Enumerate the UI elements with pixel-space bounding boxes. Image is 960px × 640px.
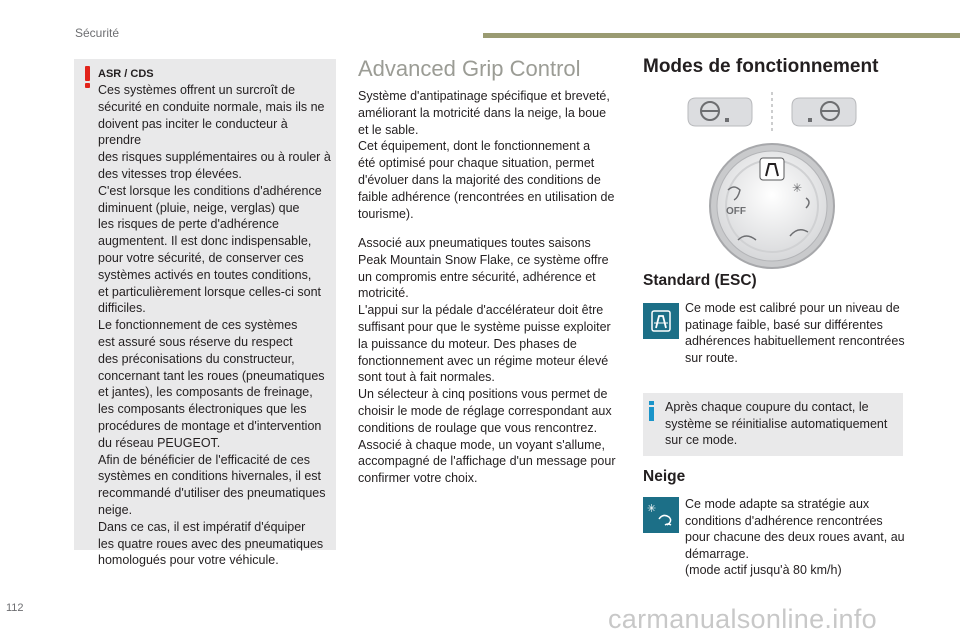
section-title: Sécurité — [75, 26, 120, 40]
selector-dial-icon — [710, 144, 834, 268]
grip-paragraph-2: Associé aux pneumatiques toutes saisons Peak Mountain Snow Flake, ce système offre un compromis entre sécurité, adhérence et motricité. L'appui sur la pédale d'accélérateur doit être suffisant pour que le système puisse exploiter la puissance du moteur. Des phases de fonctionnement avec un régime moteur élevé sont tout à fait normales. Un sélecteur à cinq positions vous permet de choisir le mode de réglage correspondant aux conditions de roulage que vous rencontrez. Associé à chaque mode, un voyant s'allume, accompagné de l'affichage d'un message pour confirmer votre choix. — [358, 236, 616, 486]
section-heading-modes: Modes de fonctionnement — [643, 56, 879, 77]
header-bar — [483, 33, 960, 38]
info-icon — [649, 401, 654, 421]
warning-lamp-right-icon — [792, 98, 856, 126]
grip-paragraph-1: Système d'antipatinage spécifique et breveté, améliorant la motricité dans la neige, la boue et le sable. Cet équipement, dont le fonctionnement a été optimisé pour chaque situation, permet d'évoluer dans la majorité des conditions de faible adhérence (rencontrées en utilisation de tourisme). — [358, 89, 615, 221]
warning-text: Ces systèmes offrent un surcroît de sécurité en conduite normale, mais ils ne doivent pas inciter le conducteur à prendre des risques supplémentaires ou à rouler à des vitesses trop élevées. C'est lorsque les conditions d'adhérence diminuent (pluie, neige, verglas) que les risques de perte d'adhérence augmentent. Il est donc indispensable, pour votre sécurité, de conserver ces systèmes activés en toutes conditions, et particulièrement lorsque celles-ci sont difficiles. Le fonctionnement de ces systèmes est assuré sous réserve du respect des préconisations du constructeur, concernant tant les roues (pneumatiques et jantes), les composants de freinage, les composants électroniques que les procédures de montage et d'intervention du réseau PEUGEOT. Afin de bénéficier de l'efficacité de ces systèmes en conditions hivernales, il est recommandé d'utiliser des pneumatiques neige. Dans ce cas, il est impératif d'équiper les quatre roues avec des pneumatiques homologués pour votre véhicule. — [98, 83, 331, 568]
section-heading-grip: Advanced Grip Control — [358, 56, 581, 81]
mode-esc-title: Standard (ESC) — [643, 272, 757, 289]
dial-off-label: OFF — [726, 206, 746, 217]
warning-icon — [85, 66, 90, 88]
snow-mode-icon — [643, 497, 679, 533]
mode-selector-illustration — [680, 90, 860, 270]
mode-neige-title: Neige — [643, 468, 686, 485]
svg-text:✳: ✳ — [647, 502, 657, 515]
info-text: Après chaque coupure du contact, le système se réinitialise automatiquement sur ce mode. — [665, 400, 888, 447]
warning-lamp-left-icon — [688, 98, 752, 126]
mode-neige-text: Ce mode adapte sa stratégie aux conditions d'adhérence rencontrées pour chacune des deux roues avant, au démarrage. (mode actif jusqu'à 80 km/h) — [685, 497, 905, 577]
svg-text:✳: ✳ — [792, 181, 803, 195]
mode-esc-text: Ce mode est calibré pour un niveau de patinage faible, basé sur différentes adhérences habituellement rencontrées sur route. — [685, 301, 905, 365]
warning-title: ASR / CDS — [98, 68, 154, 80]
page-number: 112 — [6, 602, 24, 614]
watermark: carmanualsonline.info — [608, 604, 877, 634]
esc-mode-icon — [643, 303, 679, 339]
